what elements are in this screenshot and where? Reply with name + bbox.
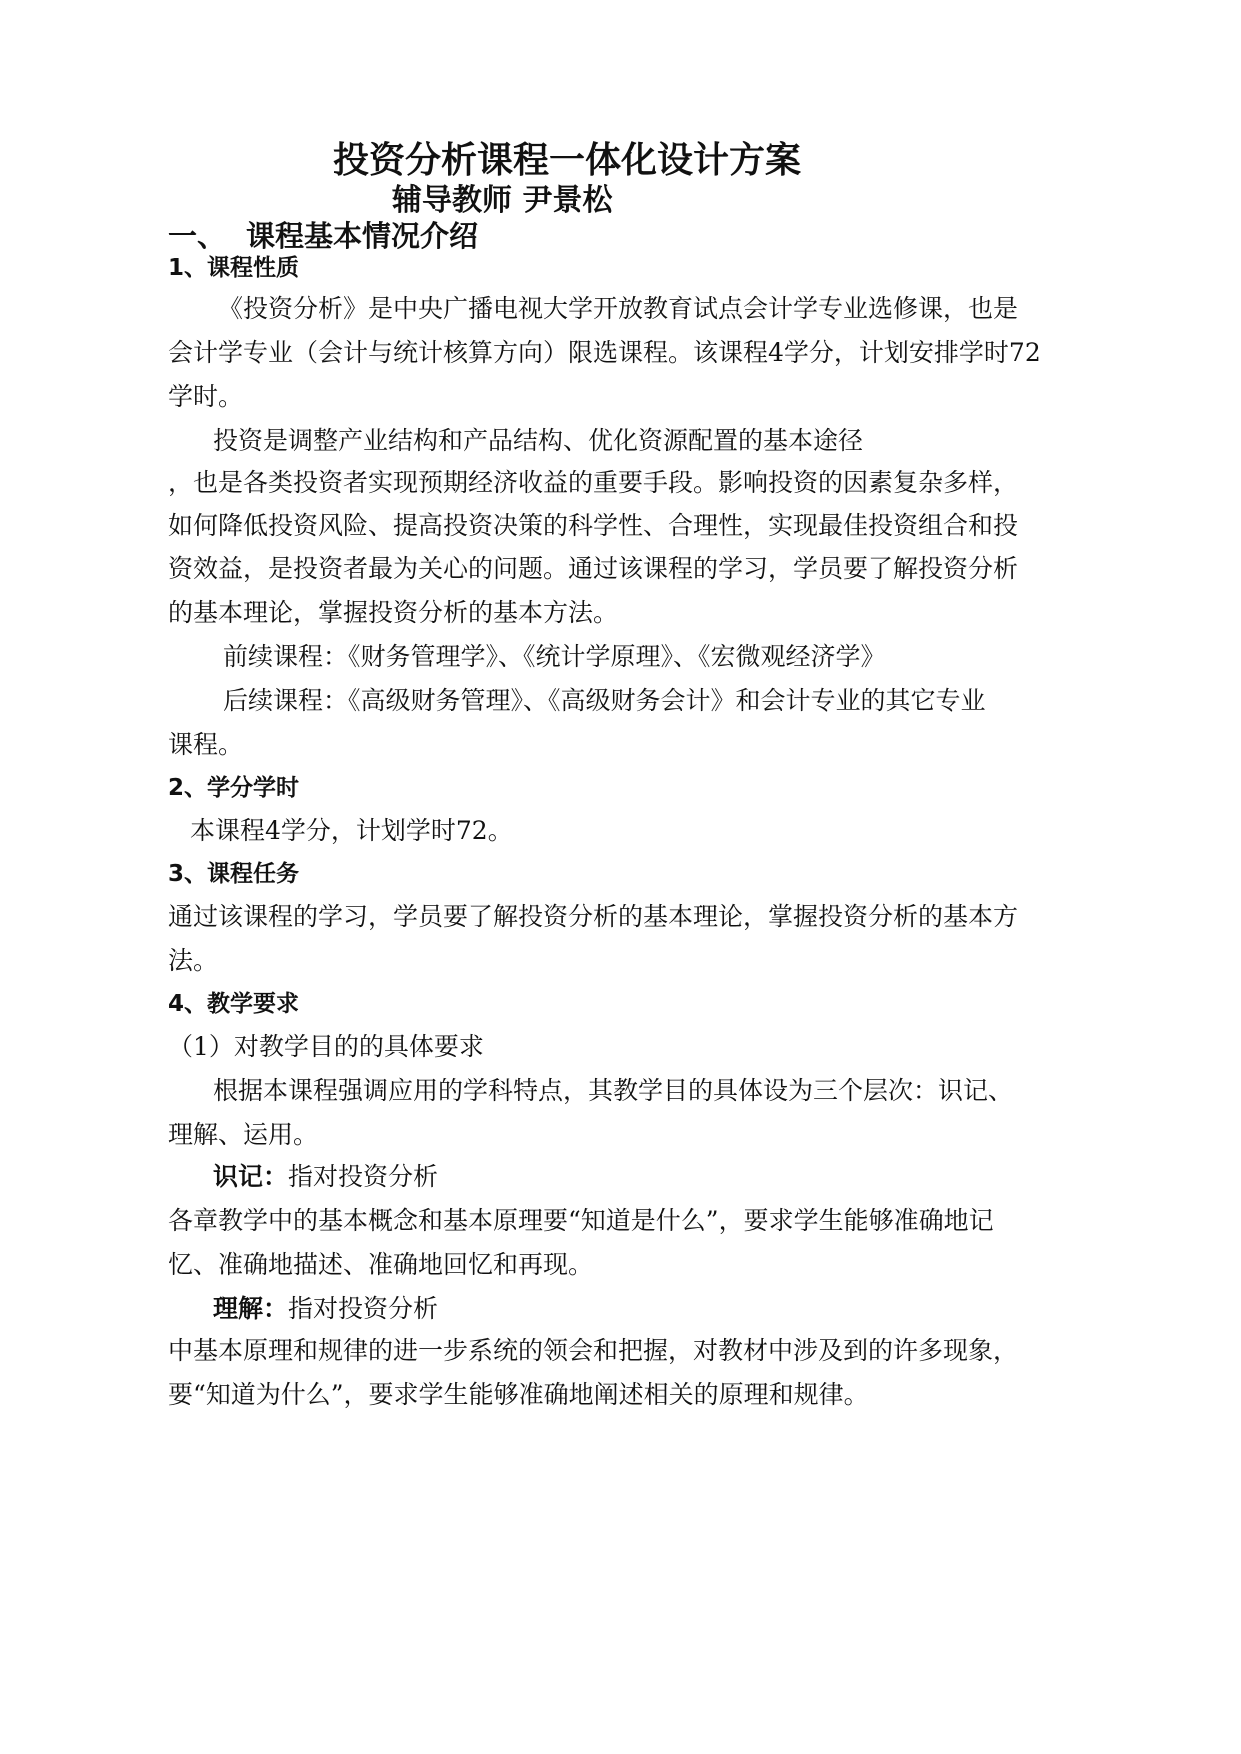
paragraph-line: 资效益，是投资者最为关心的问题。通过该课程的学习，学员要了解投资分析 [168,554,1019,583]
paragraph-line: 法。 [168,946,219,975]
paragraph-line: 《投资分析》是中央广播电视大学开放教育试点会计学专业选修课，也是 [218,294,1019,323]
understand-definition [213,1292,438,1326]
section-number: 一、 [168,219,227,253]
paragraph-line: 课程。 [168,730,244,759]
paragraph-line: 的基本理论，掌握投资分析的基本方法。 [168,598,619,627]
document-subtitle: 辅导教师 尹景松 [392,183,613,218]
followup-courses: 后续课程：《高级财务管理》、《高级财务会计》和会计专业的其它专业 [223,686,986,715]
recall-label: 识记： [213,1162,289,1191]
paragraph-line: 根据本课程强调应用的学科特点，其教学目的具体设为三个层次：识记、 [213,1076,1014,1105]
paragraph-line: 投资是调整产业结构和产品结构、优化资源配置的基本途径 [213,426,864,455]
paragraph-line: ，也是各类投资者实现预期经济收益的重要手段。影响投资的因素复杂多样， [168,468,1019,497]
paragraph-line: 通过该课程的学习，学员要了解投资分析的基本理论，掌握投资分析的基本方 [168,902,1019,931]
paragraph-line: 要“知道为什么”，要求学生能够准确地阐述相关的原理和规律。 [168,1380,869,1409]
paragraph-line: 忆、准确地描述、准确地回忆和再现。 [168,1250,594,1279]
recall-intro: 指对投资分析 [288,1162,439,1191]
prerequisite-courses: 前续课程：《财务管理学》、《统计学原理》、《宏微观经济学》 [223,642,886,671]
paragraph-line: 中基本原理和规律的进一步系统的领会和把握，对教材中涉及到的许多现象， [168,1336,1019,1365]
paragraph-line: 如何降低投资风险、提高投资决策的科学性、合理性，实现最佳投资组合和投 [168,511,1019,540]
paragraph-line: 理解、运用。 [168,1120,319,1149]
credits-hours-text: 本课程4学分，计划学时72。 [190,816,513,845]
paragraph-line: 学时。 [168,382,244,411]
section-title: 课程基本情况介绍 [246,219,479,253]
understand-label: 理解： [213,1294,289,1323]
heading-credits-hours: 2、学分学时 [168,775,300,801]
paragraph-line: 各章教学中的基本概念和基本原理要“知道是什么”，要求学生能够准确地记 [168,1206,994,1235]
heading-teaching-requirements: 4、教学要求 [168,991,300,1017]
understand-intro: 指对投资分析 [288,1294,439,1323]
document-title: 投资分析课程一体化设计方案 [333,139,802,181]
subheading-teaching-goals: （1）对教学目的的具体要求 [168,1032,484,1061]
paragraph-line: 会计学专业（会计与统计核算方向）限选课程。该课程4学分，计划安排学时72 [168,338,1041,367]
heading-course-tasks: 3、课程任务 [168,861,300,887]
heading-course-nature: 1、课程性质 [168,255,300,281]
recall-definition [213,1160,438,1194]
